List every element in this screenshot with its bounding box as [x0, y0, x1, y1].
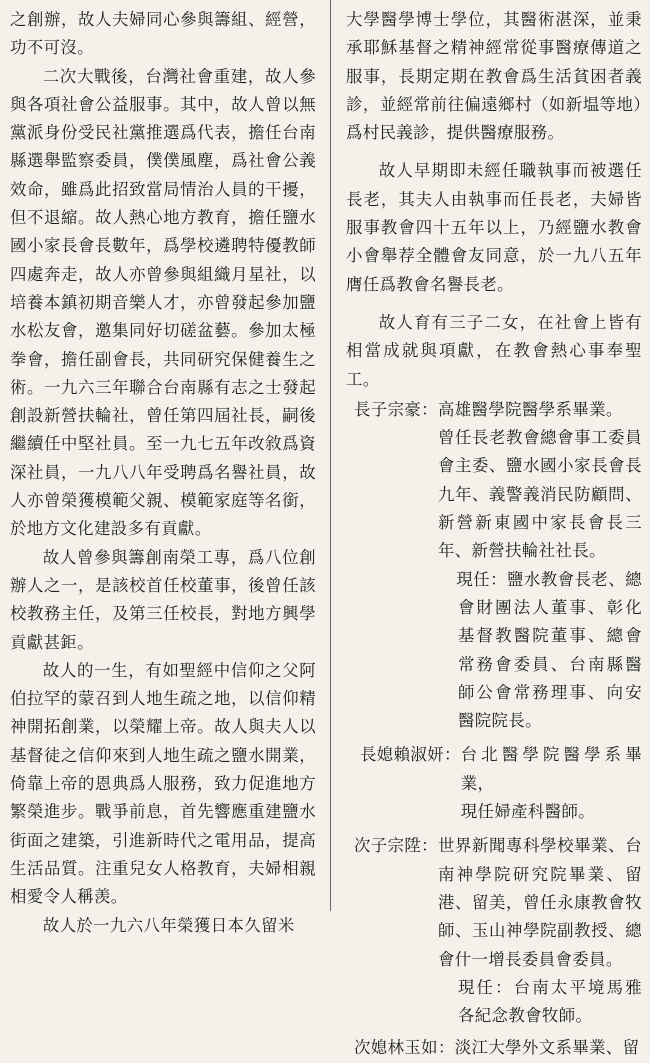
paragraph-life-of-faith: 故人的一生，有如聖經中信仰之父阿伯拉罕的蒙召到人地生疏之地，以信仰精神開拓創業，以榮耀上帝。故人與夫人以基督徒之信仰來到人地生疏之鹽水開業，倚靠上帝的恩典爲人服務，致力促進地方繁榮進步。戰爭前息，首先響應重建鹽水街面之建築，引進新時代之電用品，提高生活品質。注重兒女人格教育，夫婦相親相愛令人稱羡。 [10, 660, 316, 907]
family-member-name: 長子宗豪： [354, 399, 438, 419]
family-detail-line: 高雄醫學院醫學系畢業。 [437, 399, 623, 419]
family-detail-line: 曾任長老教會總會事工委員會主委、鹽水國小家長會長九年、義警義消民防顧問、新營新東國中家長會長三年、新營扶輪社社長。 [437, 428, 642, 561]
column-divider [330, 0, 331, 911]
family-detail-line: 淡江大學外文系畢業、留 [454, 1038, 640, 1058]
left-column [10, 6, 316, 940]
family-detail-line: 世界新聞專科學校畢業、台南神學院研究院畢業、留港、留美，曾任永康教會牧師、玉山神學院副教授、總會什一增長委員會委員。 [437, 836, 642, 969]
family-member-name: 次子宗陞： [354, 836, 438, 856]
family-member-details [438, 832, 642, 1030]
family-detail-line: 台北醫學院醫學系畢業， [460, 745, 642, 793]
right-column [346, 6, 642, 1063]
family-member-name: 長媳賴淑妍： [360, 745, 461, 765]
family-entry-eldest-daughter-in-law [346, 741, 642, 826]
family-detail-line: 現任：鹽水教會長老、總會財團法人董事、彰化基督教醫院董事、總會常務會委員、台南縣醫師公會常務理事、向安醫院院長。 [456, 569, 642, 731]
family-member-name: 次媳林玉如： [354, 1038, 455, 1058]
family-entry-eldest-son [346, 396, 642, 736]
family-member-details [438, 396, 642, 736]
family-detail-line: 現任：台南太平境馬雅各紀念教會牧師。 [457, 977, 642, 1026]
family-member-details [461, 741, 642, 826]
paragraph-continued: 之創辦，故人夫婦同心參與籌組、經營，功不可沒。 [10, 10, 316, 58]
family-entry-second-daughter-in-law [346, 1034, 642, 1062]
paragraph-elder: 故人早期即未經任職執事而被選任長老，其夫人由執事而任長老，夫婦皆服事教會四十五年以上，乃經鹽水教會小會舉荐全體會友同意，於一九八五年膺任爲教會名譽長老。 [346, 161, 642, 294]
family-entry-second-son [346, 832, 642, 1030]
paragraph-nanrong: 故人曾參與籌創南榮工專，爲八位創辦人之一，是該校首任校董事，後曾任該校教務主任，及第三任校長，對地方興學貢獻甚鉅。 [10, 547, 316, 652]
paragraph-doctorate-end: 大學醫學博士學位，其醫術湛深，並秉承耶穌基督之精神經常從事醫療傳道之服事，長期定期在教會爲生活貧困者義診，並經常前往偏遠鄉村（如新塭等地）爲村民義診，提供醫療服務。 [346, 10, 642, 143]
paragraph-doctorate-start: 故人於一九六八年榮獲日本久留米 [42, 915, 295, 935]
family-member-details [455, 1034, 642, 1062]
paragraph-children: 故人育有三子二女，在社會上皆有相當成就與項獻，在教會熱心事奉聖工。 [346, 312, 642, 389]
paragraph-postwar-service: 二次大戰後，台灣社會重建，故人參與各項社會公益服事。其中，故人曾以無黨派身份受民社黨推選爲代表，擔任台南縣選舉監察委員，僕僕風塵，爲社會公義效命，雖爲此招致當局情治人員的干擾，但不退縮。故人熱心地方教育，擔任鹽水國小家長會長數年，爲學校遴聘特優教師四處奔走，故人亦曾參與組織月星社，以培養本鎮初期音樂人才，亦曾發起參加鹽水松友會，邀集同好切磋盆藝。參加太極拳會，擔任副會長，共同研究保健養生之術。一九六三年聯合台南縣有志之士發起創設新營扶輪社，曾任第四屆社長，嗣後繼續任中堅社員。至一九七五年改敘爲資深社員，一九八八年受聘爲名譽社員，故人亦曾榮獲模範父親、模範家庭等名銜，於地方文化建設多有貢獻。 [10, 66, 316, 539]
family-detail-line: 現任婦產科醫師。 [460, 802, 596, 822]
